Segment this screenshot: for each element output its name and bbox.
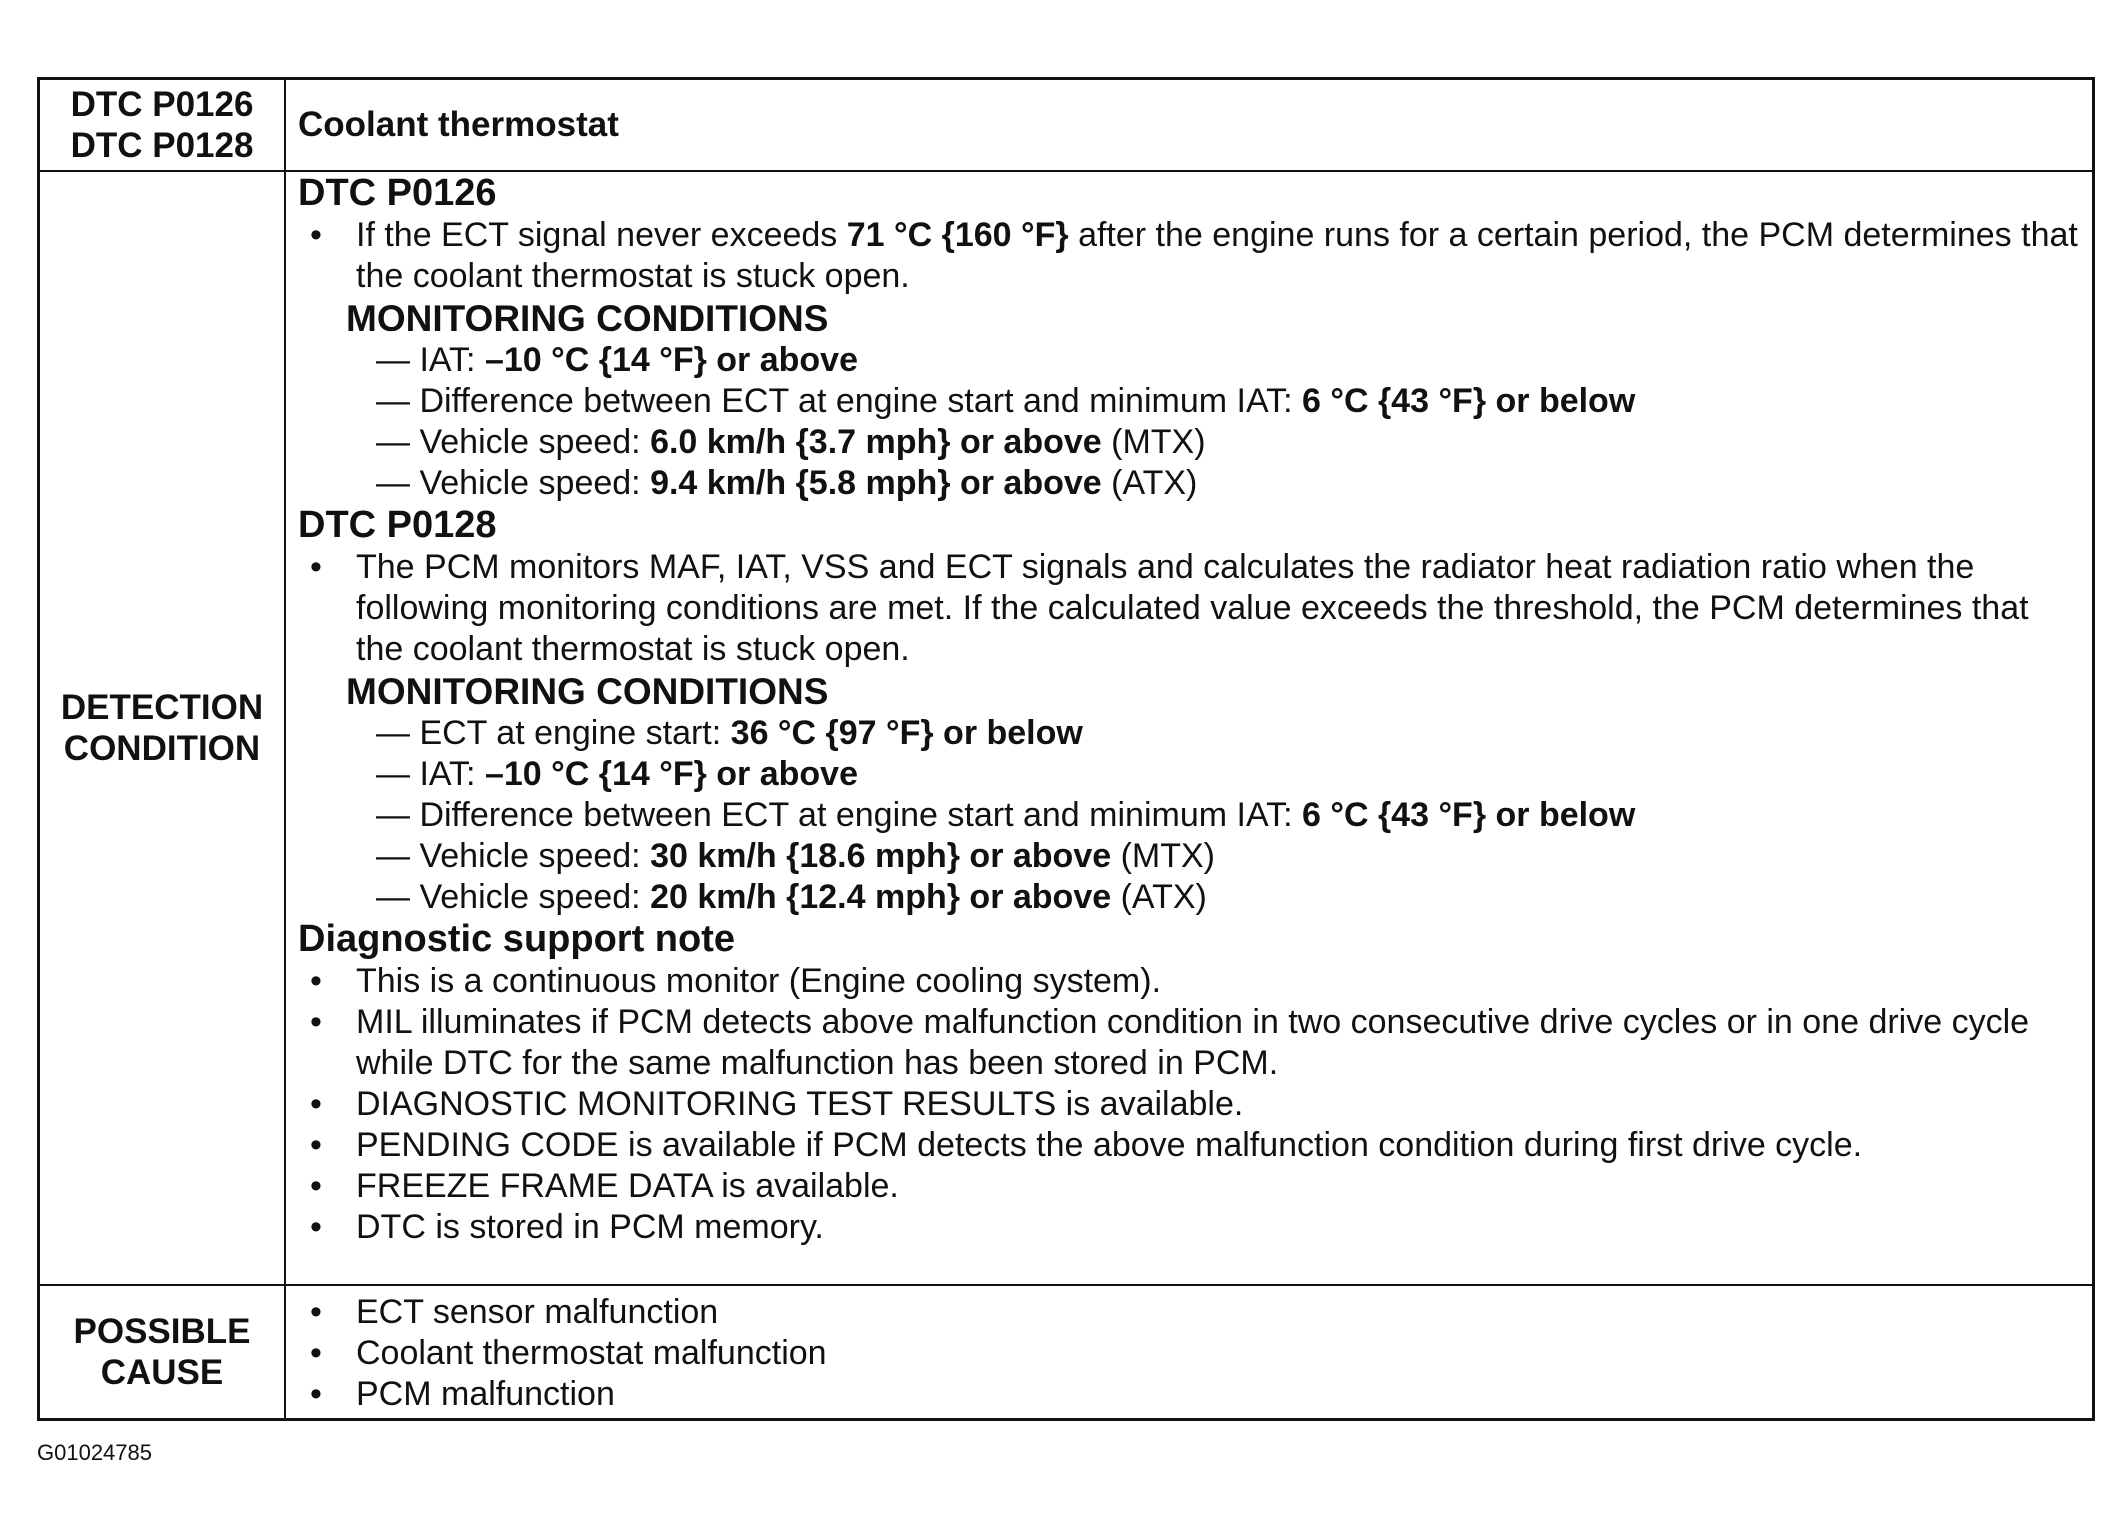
condition-value: 6 °C {43 °F} or below	[1302, 796, 1636, 834]
condition-label: — Difference between ECT at engine start and minimum IAT:	[376, 796, 1302, 834]
header-title: Coolant thermostat	[298, 105, 619, 144]
condition-value: 6 °C {43 °F} or below	[1302, 382, 1636, 420]
cause-item: • PCM malfunction	[298, 1374, 2080, 1415]
condition-suffix: (ATX)	[1111, 878, 1207, 916]
detection-label-cell	[40, 172, 286, 1284]
condition-value: 6.0 km/h {3.7 mph} or above	[650, 423, 1102, 461]
header-row	[40, 80, 2092, 172]
cause-label-cell	[40, 1286, 286, 1418]
dtc-table	[37, 77, 2095, 1421]
support-note-item: • DTC is stored in PCM memory.	[298, 1207, 2080, 1248]
condition-suffix: (MTX)	[1111, 837, 1215, 875]
condition-value: –10 °C {14 °F} or above	[484, 755, 858, 793]
p0126-desc-part: after the engine runs for a certain period, the PCM determines that the coolant thermostat is stuck open.	[356, 216, 2078, 295]
support-note-title: Diagnostic support note	[298, 918, 735, 960]
condition-value: 30 km/h {18.6 mph} or above	[650, 837, 1112, 875]
condition-label: — IAT:	[376, 755, 485, 793]
p0126-title: DTC P0126	[298, 172, 497, 214]
p0128-condition	[298, 795, 2080, 836]
p0126-condition	[298, 381, 2080, 422]
document-id: G01024785	[37, 1440, 152, 1465]
condition-value: 36 °C {97 °F} or below	[730, 714, 1083, 752]
cause-row	[40, 1286, 2092, 1418]
detection-label: DETECTION	[60, 688, 264, 727]
detection-row	[40, 172, 2092, 1286]
support-note-item: • FREEZE FRAME DATA is available.	[298, 1166, 2080, 1207]
condition-label: — Difference between ECT at engine start and minimum IAT:	[376, 382, 1302, 420]
condition-label: — ECT at engine start:	[376, 714, 731, 752]
condition-label: — Vehicle speed:	[376, 837, 651, 875]
condition-label: — IAT:	[376, 341, 485, 379]
support-note-item: • This is a continuous monitor (Engine cooling system).	[298, 961, 2080, 1002]
condition-label: — Vehicle speed:	[376, 878, 651, 916]
dtc-code: DTC P0128	[70, 126, 254, 165]
condition-label: — Vehicle speed:	[376, 423, 651, 461]
p0128-monitoring-title: MONITORING CONDITIONS	[346, 671, 829, 712]
cause-label: POSSIBLE	[73, 1312, 251, 1351]
p0128-description: • The PCM monitors MAF, IAT, VSS and ECT signals and calculates the radiator heat radiation ratio when the following monitoring conditions are met. If the calculated value exceeds the threshold, the PCM determines that the coolant thermostat is stuck open.	[298, 547, 2080, 670]
dtc-codes-cell	[40, 80, 286, 170]
p0126-monitoring-title: MONITORING CONDITIONS	[346, 298, 829, 339]
cause-item: • Coolant thermostat malfunction	[298, 1333, 2080, 1374]
cause-item: • ECT sensor malfunction	[298, 1292, 2080, 1333]
p0126-condition	[298, 422, 2080, 463]
p0126-desc-part: If the ECT signal never exceeds	[356, 216, 847, 254]
condition-value: 20 km/h {12.4 mph} or above	[650, 878, 1112, 916]
support-note-item: • MIL illuminates if PCM detects above malfunction condition in two consecutive drive cycles or in one drive cycle while DTC for the same malfunction has been stored in PCM.	[298, 1002, 2080, 1084]
condition-suffix: (MTX)	[1101, 423, 1206, 461]
p0128-condition	[298, 713, 2080, 754]
p0126-condition	[298, 463, 2080, 504]
p0128-title: DTC P0128	[298, 504, 497, 546]
p0126-condition	[298, 340, 2080, 381]
condition-label: — Vehicle speed:	[376, 464, 651, 502]
cause-content	[286, 1286, 2092, 1418]
detection-content	[286, 172, 2092, 1284]
cause-label: CAUSE	[100, 1353, 224, 1392]
condition-value: 9.4 km/h {5.8 mph} or above	[650, 464, 1102, 502]
p0126-description	[298, 215, 2080, 297]
p0128-condition	[298, 754, 2080, 795]
support-note-item: • PENDING CODE is available if PCM detects the above malfunction condition during first drive cycle.	[298, 1125, 2080, 1166]
condition-value: –10 °C {14 °F} or above	[484, 341, 858, 379]
support-note-item: • DIAGNOSTIC MONITORING TEST RESULTS is available.	[298, 1084, 2080, 1125]
condition-suffix: (ATX)	[1101, 464, 1198, 502]
p0128-condition	[298, 836, 2080, 877]
dtc-code: DTC P0126	[70, 85, 254, 124]
detection-label: CONDITION	[63, 729, 261, 768]
p0128-condition	[298, 877, 2080, 918]
p0126-desc-value: 71 °C {160 °F}	[846, 216, 1069, 254]
